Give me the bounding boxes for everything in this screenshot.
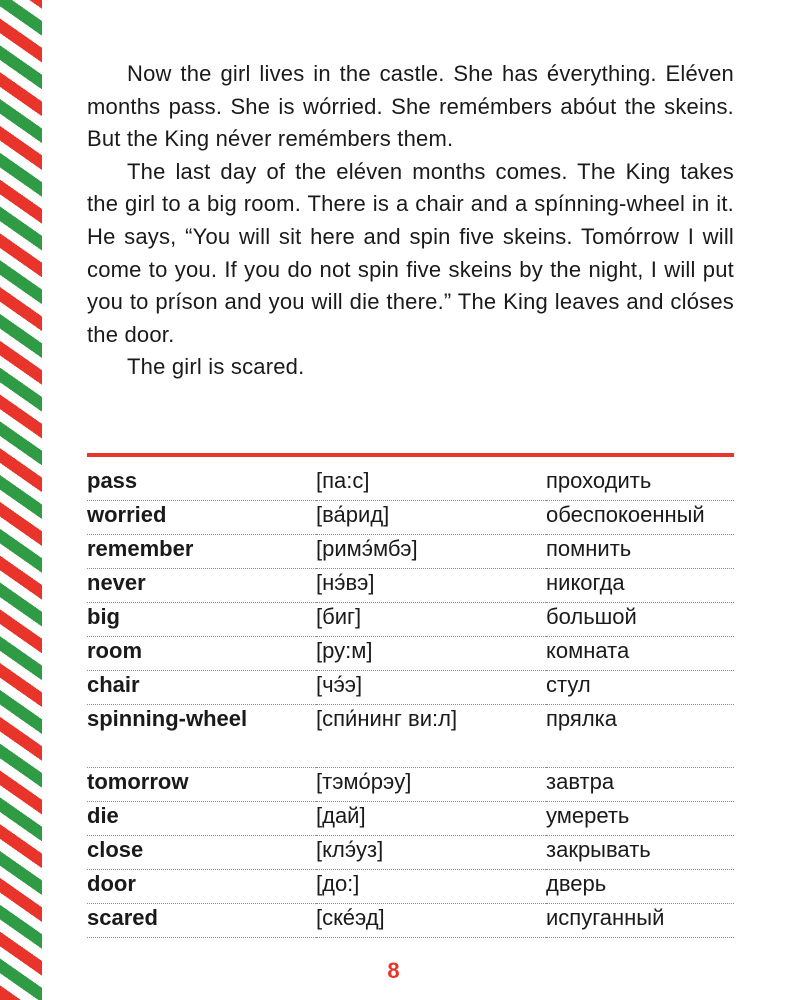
vocab-word: never: [87, 569, 316, 603]
vocab-translation: никогда: [546, 569, 734, 603]
vocab-word: room: [87, 637, 316, 671]
vocab-transcription: [скéэд]: [316, 904, 546, 938]
vocab-word: scared: [87, 904, 316, 938]
vocab-translation: стул: [546, 671, 734, 705]
vocab-translation: дверь: [546, 870, 734, 904]
vocab-transcription: [чэ́э]: [316, 671, 546, 705]
vocab-row: [87, 836, 734, 870]
vocab-row: [87, 603, 734, 637]
vocab-row: [87, 768, 734, 802]
vocab-word: big: [87, 603, 316, 637]
vocab-translation: помнить: [546, 535, 734, 569]
vocab-row: [87, 904, 734, 938]
section-divider: [87, 453, 734, 457]
vocab-translation: проходить: [546, 467, 734, 501]
vocab-transcription: [ру:м]: [316, 637, 546, 671]
vocabulary-table: [87, 467, 734, 938]
vocab-translation: умереть: [546, 802, 734, 836]
vocab-translation: прялка: [546, 705, 734, 768]
vocab-transcription: [римэ́мбэ]: [316, 535, 546, 569]
vocab-word: spinning-wheel: [87, 705, 316, 768]
vocab-transcription: [клэ́уз]: [316, 836, 546, 870]
vocab-word: tomorrow: [87, 768, 316, 802]
vocab-transcription: [нэ́вэ]: [316, 569, 546, 603]
vocab-row: [87, 870, 734, 904]
vocab-word: worried: [87, 501, 316, 535]
story-paragraph-2: The last day of the eléven months comes. The King takes the girl to a big room. There is a chair and a spínning-wheel in it. He says, “You will sit here and spin five skeins. Tomórrow I will come to you. If you do not spin five skeins by the night, I will put you to príson and you will die there.” The King leaves and clóses the door.: [87, 158, 734, 347]
vocab-word: pass: [87, 467, 316, 501]
striped-border: [0, 0, 42, 1000]
vocab-translation: завтра: [546, 768, 734, 802]
vocab-row: [87, 467, 734, 501]
vocab-transcription: [биг]: [316, 603, 546, 637]
page-number: 8: [387, 958, 400, 983]
vocab-row: [87, 802, 734, 836]
vocab-transcription: [тэмо́рэу]: [316, 768, 546, 802]
vocab-transcription: [па:с]: [316, 467, 546, 501]
vocab-row: [87, 671, 734, 705]
vocab-row: [87, 501, 734, 535]
vocab-transcription: [до:]: [316, 870, 546, 904]
vocab-translation: комната: [546, 637, 734, 671]
vocab-row: [87, 705, 734, 768]
vocab-word: close: [87, 836, 316, 870]
story-paragraph-3: The girl is scared.: [127, 354, 305, 380]
vocab-row: [87, 535, 734, 569]
vocab-transcription: [ва́рид]: [316, 501, 546, 535]
vocab-word: remember: [87, 535, 316, 569]
vocab-translation: испуганный: [546, 904, 734, 938]
vocab-word: die: [87, 802, 316, 836]
vocab-translation: обеспокоенный: [546, 501, 734, 535]
vocab-word: door: [87, 870, 316, 904]
vocab-word: chair: [87, 671, 316, 705]
vocab-row: [87, 569, 734, 603]
vocab-translation: большой: [546, 603, 734, 637]
story-text: [87, 58, 734, 384]
vocab-transcription: [дай]: [316, 802, 546, 836]
vocab-row: [87, 637, 734, 671]
story-paragraph-1: Now the girl lives in the castle. She has éverything. Eléven months pass. She is wórried. She remémbers abóut the skeins. But the King néver remémbers them.: [87, 61, 734, 152]
vocab-transcription: [спи́нинг ви:л]: [316, 705, 546, 768]
vocab-translation: закрывать: [546, 836, 734, 870]
